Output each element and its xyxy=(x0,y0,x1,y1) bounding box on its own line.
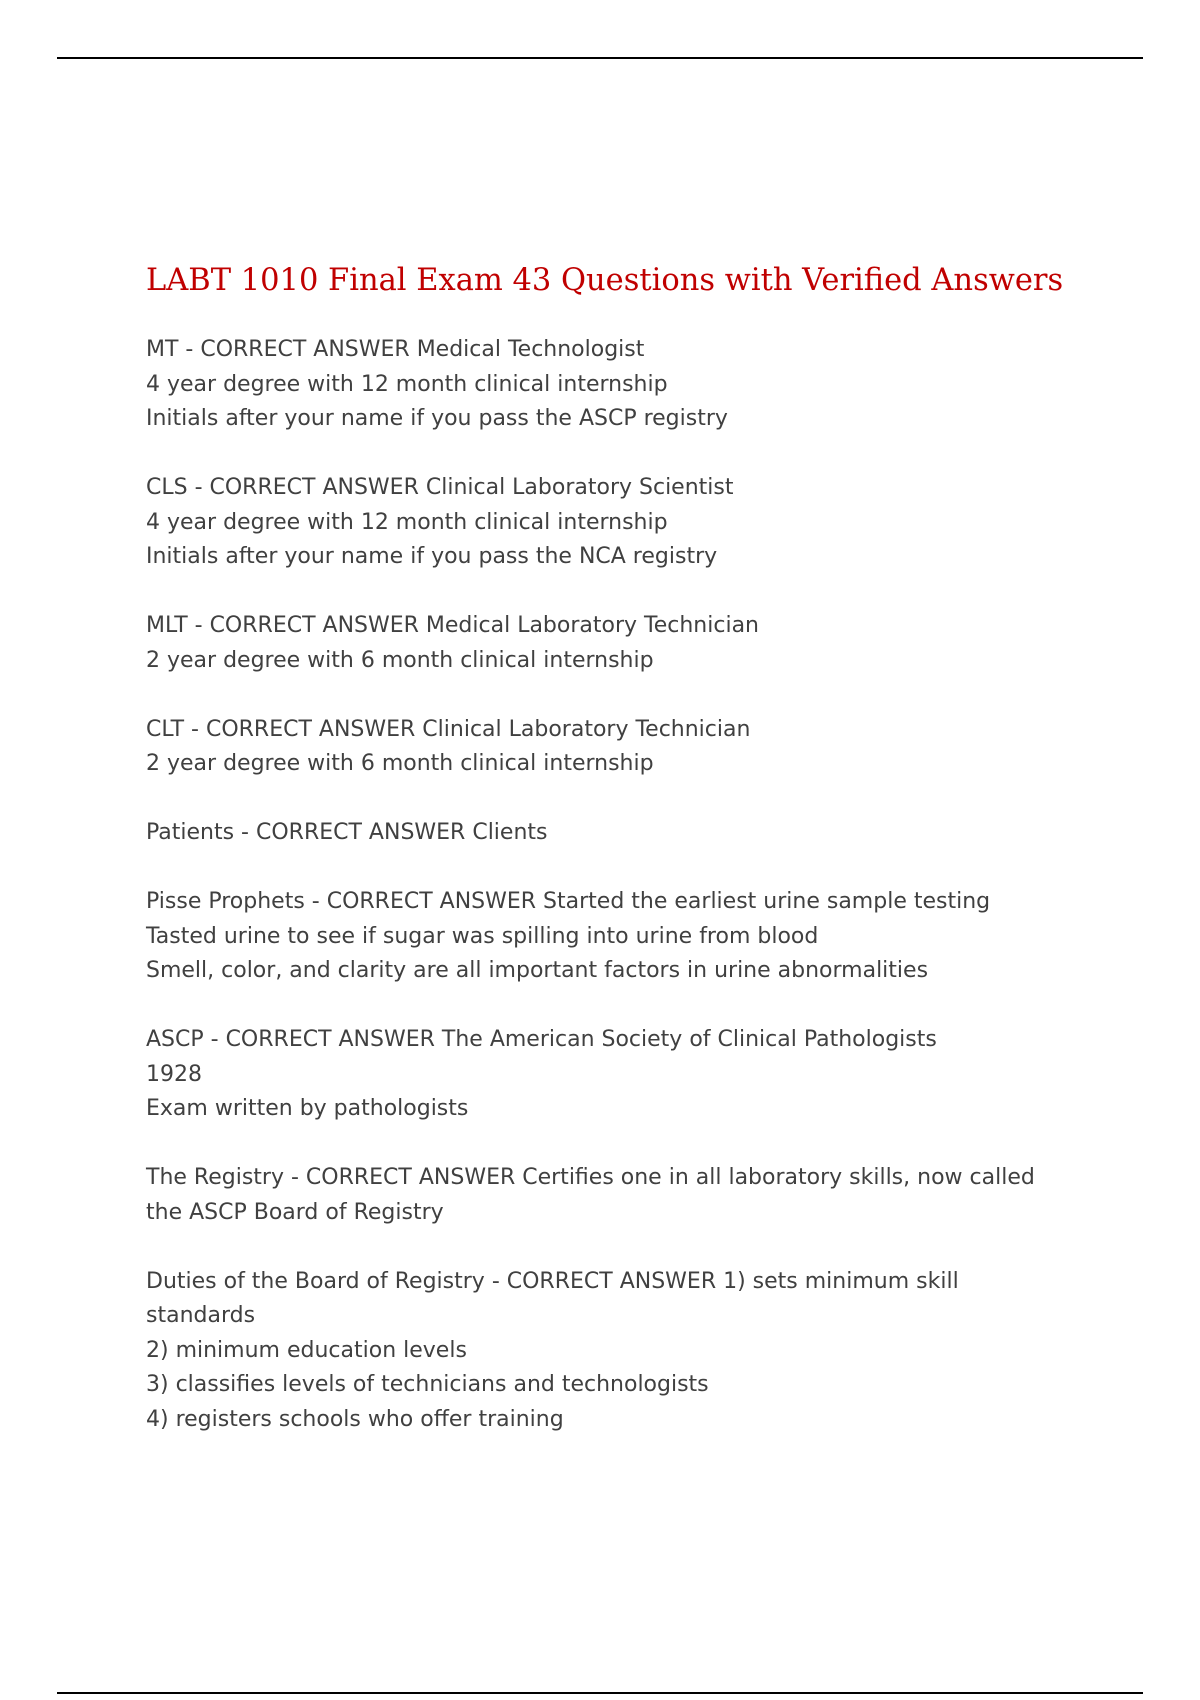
qa-entry xyxy=(146,1265,1076,1438)
qa-line: 2) minimum education levels xyxy=(146,1337,467,1363)
qa-line: 4 year degree with 12 month clinical internship xyxy=(146,371,668,397)
qa-entry xyxy=(146,885,1076,989)
header-rule xyxy=(57,57,1143,59)
qa-line: MLT - CORRECT ANSWER Medical Laboratory Technician xyxy=(146,613,759,638)
qa-line: CLS - CORRECT ANSWER Clinical Laboratory Scientist xyxy=(146,475,734,500)
qa-line: The Registry - CORRECT ANSWER Certifies one in all laboratory skills, now called xyxy=(146,1165,1035,1190)
qa-entry xyxy=(146,1161,1076,1230)
qa-line: MT - CORRECT ANSWER Medical Technologist xyxy=(146,337,645,362)
qa-line: Pisse Prophets - CORRECT ANSWER Started the earliest urine sample testing xyxy=(146,889,991,914)
qa-line: 2 year degree with 6 month clinical internship xyxy=(146,751,654,776)
qa-line: Tasted urine to see if sugar was spilling into urine from blood xyxy=(146,923,819,949)
qa-entry xyxy=(146,1023,1076,1127)
qa-line: 2 year degree with 6 month clinical internship xyxy=(146,647,654,673)
qa-line: 3) classifies levels of technicians and technologists xyxy=(146,1372,709,1397)
qa-entry xyxy=(146,816,1076,851)
footer-rule xyxy=(57,1692,1143,1694)
qa-list xyxy=(146,333,1076,1472)
qa-line: Exam written by pathologists xyxy=(146,1096,469,1121)
qa-line: Patients - CORRECT ANSWER Clients xyxy=(146,820,548,845)
qa-line: CLT - CORRECT ANSWER Clinical Laboratory Technician xyxy=(146,716,751,742)
qa-entry xyxy=(146,471,1076,575)
document-title: LABT 1010 Final Exam 43 Questions with Verified Answers xyxy=(146,263,1064,298)
qa-line: Smell, color, and clarity are all important factors in urine abnormalities xyxy=(146,958,929,983)
qa-line: Initials after your name if you pass the NCA registry xyxy=(146,544,718,569)
qa-line: Initials after your name if you pass the ASCP registry xyxy=(146,406,728,431)
qa-line: ASCP - CORRECT ANSWER The American Society of Clinical Pathologists xyxy=(146,1027,937,1052)
qa-line: the ASCP Board of Registry xyxy=(146,1199,444,1225)
qa-line: Duties of the Board of Registry - CORRECT ANSWER 1) sets minimum skill xyxy=(146,1268,959,1294)
qa-line: standards xyxy=(146,1303,256,1328)
qa-entry xyxy=(146,609,1076,678)
qa-entry xyxy=(146,333,1076,437)
qa-line: 1928 xyxy=(146,1061,202,1087)
qa-line: 4) registers schools who offer training xyxy=(146,1406,564,1432)
qa-line: 4 year degree with 12 month clinical internship xyxy=(146,509,668,535)
qa-entry xyxy=(146,713,1076,782)
